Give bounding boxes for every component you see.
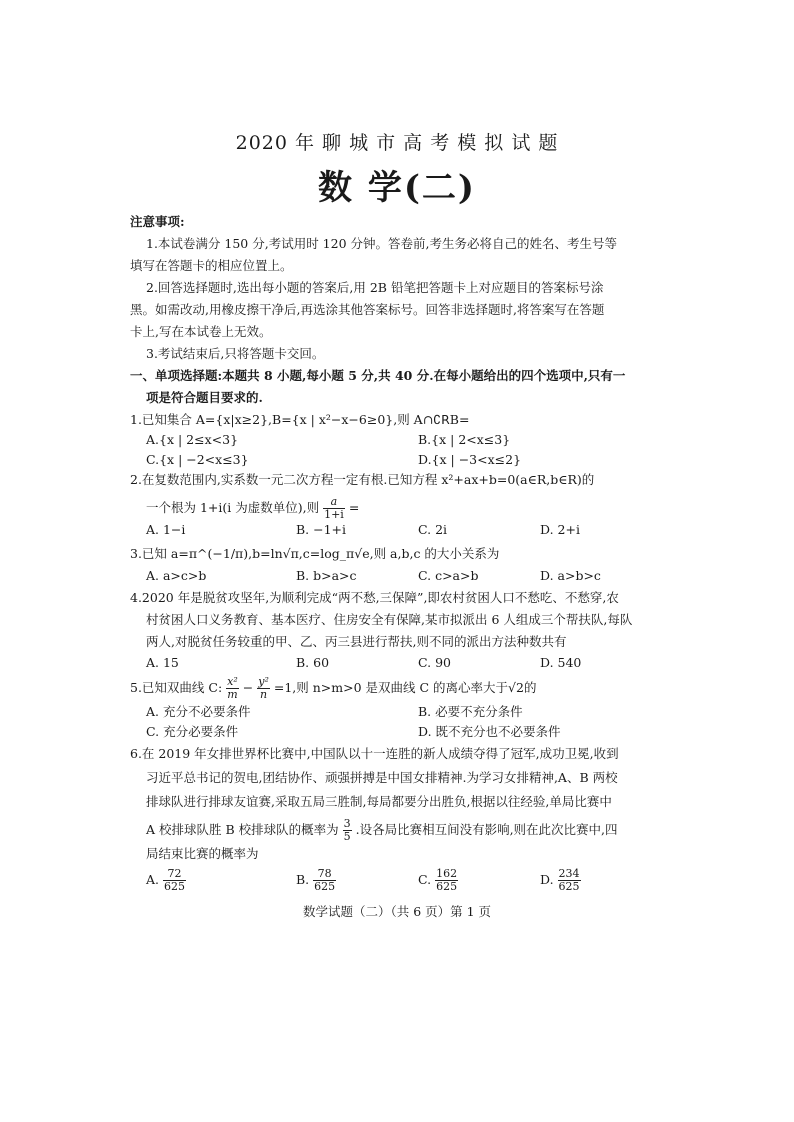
notice-line: 黑。如需改动,用橡皮擦干净后,再选涂其他答案标号。回答非选择题时,将答案写在答题: [130, 302, 605, 317]
q5-minus: −: [242, 680, 254, 695]
question-6-line: 习近平总书记的贺电,团结协作、顽强拼搏是中国女排精神.为学习女排精神,A、B 两校: [146, 770, 618, 785]
q6-b-label: B.: [296, 872, 310, 887]
notice-heading: 注意事项:: [130, 214, 185, 229]
question-2-stem: 2.在复数范围内,实系数一元二次方程一定有根.已知方程 x²+ax+b=0(a∈R,b∈R)的: [130, 472, 595, 487]
q6-d-fraction: [558, 868, 581, 893]
q5-f1-num: x²: [227, 675, 238, 688]
q6-c-num: 162: [436, 867, 458, 880]
question-1-stem: 1.已知集合 A={x|x≥2},B={x | x²−x−6≥0},则 A∩∁ꓣB=: [130, 412, 470, 427]
q5-post: =1,则 n>m>0 是双曲线 C 的离心率大于√2的: [273, 680, 537, 695]
q6-l4b: .设各局比赛相互间没有影响,则在此次比赛中,四: [355, 822, 618, 837]
q5-option-b: B. 必要不充分条件: [418, 704, 523, 719]
q6-d-label: D.: [540, 872, 554, 887]
q3-option-b: B. b>a>c: [296, 568, 357, 583]
section-heading-cont: 项是符合题目要求的.: [146, 390, 263, 405]
question-6-line: 排球队进行排球友谊赛,采取五局三胜制,每局都要分出胜负,根据以往经验,单局比赛中: [146, 794, 612, 809]
q6-d-den: 625: [558, 880, 580, 893]
q6-option-d: [540, 868, 581, 893]
q6-d-num: 234: [558, 867, 580, 880]
q1-option-b: B.{x | 2<x≤3}: [418, 432, 511, 447]
q2-equals: =: [348, 500, 360, 515]
question-4-line: 两人,对脱贫任务较重的甲、乙、丙三县进行帮扶,则不同的派出方法种数共有: [146, 634, 567, 649]
q2-fraction: [323, 496, 345, 521]
q1-option-d: D.{x | −3<x≤2}: [418, 452, 522, 467]
notice-line: 2.回答选择题时,选出每小题的答案后,用 2B 铅笔把答题卡上对应题目的答案标号涂: [146, 280, 604, 295]
q2-option-d: D. 2+i: [540, 522, 580, 537]
q2-frac-num: a: [323, 496, 345, 509]
q6-b-fraction: [313, 868, 336, 893]
q6-c-label: C.: [418, 872, 432, 887]
q6-l4a: A 校排球队胜 B 校排球队的概率为: [146, 822, 339, 837]
subject-title: 数 学(二): [317, 168, 476, 208]
question-4-line: 村贫困人口义务教育、基本医疗、住房安全有保障,某市拟派出 6 人组成三个帮扶队,每队: [146, 612, 633, 627]
notice-line: 填写在答题卡的相应位置上。: [130, 258, 293, 273]
q4-option-d: D. 540: [540, 655, 582, 670]
question-4-line: 4.2020 年是脱贫攻坚年,为顺利完成“两不愁,三保障”,即农村贫困人口不愁吃、不愁穿,农: [130, 590, 619, 605]
notice-line: 卡上,写在本试卷上无效。: [130, 324, 272, 339]
section-heading: 一、单项选择题:本题共 8 小题,每小题 5 分,共 40 分.在每小题给出的四个选项中,只有一: [130, 368, 626, 383]
q5-option-a: A. 充分不必要条件: [146, 704, 251, 719]
q2-frac-den: 1+i: [324, 508, 344, 521]
q6-c-den: 625: [436, 880, 458, 893]
q5-f1-den: m: [227, 688, 238, 701]
q6-b-den: 625: [314, 880, 336, 893]
question-2-stem-cont: [146, 496, 359, 521]
q2-option-b: B. −1+i: [296, 522, 347, 537]
question-6-line: 局结束比赛的概率为: [146, 846, 259, 861]
q6-a-num: 72: [163, 868, 186, 881]
q1-option-c: C.{x | −2<x≤3}: [146, 452, 249, 467]
page-footer: 数学试题（二）（共 6 页）第 1 页: [302, 904, 492, 919]
q5-fraction-2: [257, 676, 270, 701]
q3-option-a: A. a>c>b: [146, 568, 207, 583]
q4-option-c: C. 90: [418, 655, 451, 670]
q5-f2-num: y²: [258, 675, 269, 688]
q6-prob-num: 3: [343, 817, 351, 830]
q3-option-c: C. c>a>b: [418, 568, 479, 583]
q3-option-d: D. a>b>c: [540, 568, 601, 583]
q6-b-num: 78: [313, 868, 336, 881]
q6-option-b: [296, 868, 336, 893]
q2-text: 一个根为 1+i(i 为虚数单位),则: [146, 500, 320, 515]
exam-title: 2020 年 聊 城 市 高 考 模 拟 试 题: [235, 132, 559, 154]
notice-line: 1.本试卷满分 150 分,考试用时 120 分钟。答卷前,考生务必将自己的姓名、考生号等: [146, 236, 617, 251]
question-6-line: 6.在 2019 年女排世界杯比赛中,中国队以十一连胜的新人成绩夺得了冠军,成功卫冕,收到: [130, 746, 619, 761]
q4-option-b: B. 60: [296, 655, 330, 670]
q6-a-fraction: [163, 868, 186, 893]
question-3-stem: 3.已知 a=π^(−1/π),b=ln√π,c=log_π√e,则 a,b,c 的大小关系为: [130, 546, 500, 561]
q6-a-den: 625: [164, 880, 185, 893]
q6-c-fraction: [435, 868, 458, 893]
question-6-line: [146, 818, 618, 843]
q5-pre: 5.已知双曲线 C:: [130, 680, 223, 695]
q6-option-c: [418, 868, 458, 893]
notice-line: 3.考试结束后,只将答题卡交回。: [146, 346, 325, 361]
q1-option-a: A.{x | 2≤x<3}: [146, 432, 239, 447]
q5-option-d: D. 既不充分也不必要条件: [418, 724, 561, 739]
question-5-stem: [130, 676, 536, 701]
q6-prob-fraction: [343, 818, 352, 843]
q6-option-a: [146, 868, 186, 893]
q5-f2-den: n: [260, 688, 268, 701]
q6-a-label: A.: [146, 872, 160, 887]
q2-option-c: C. 2i: [418, 522, 448, 537]
q6-prob-den: 5: [343, 830, 351, 843]
q4-option-a: A. 15: [146, 655, 179, 670]
q2-option-a: A. 1−i: [146, 522, 186, 537]
q5-fraction-1: [226, 676, 239, 701]
q5-option-c: C. 充分必要条件: [146, 724, 239, 739]
